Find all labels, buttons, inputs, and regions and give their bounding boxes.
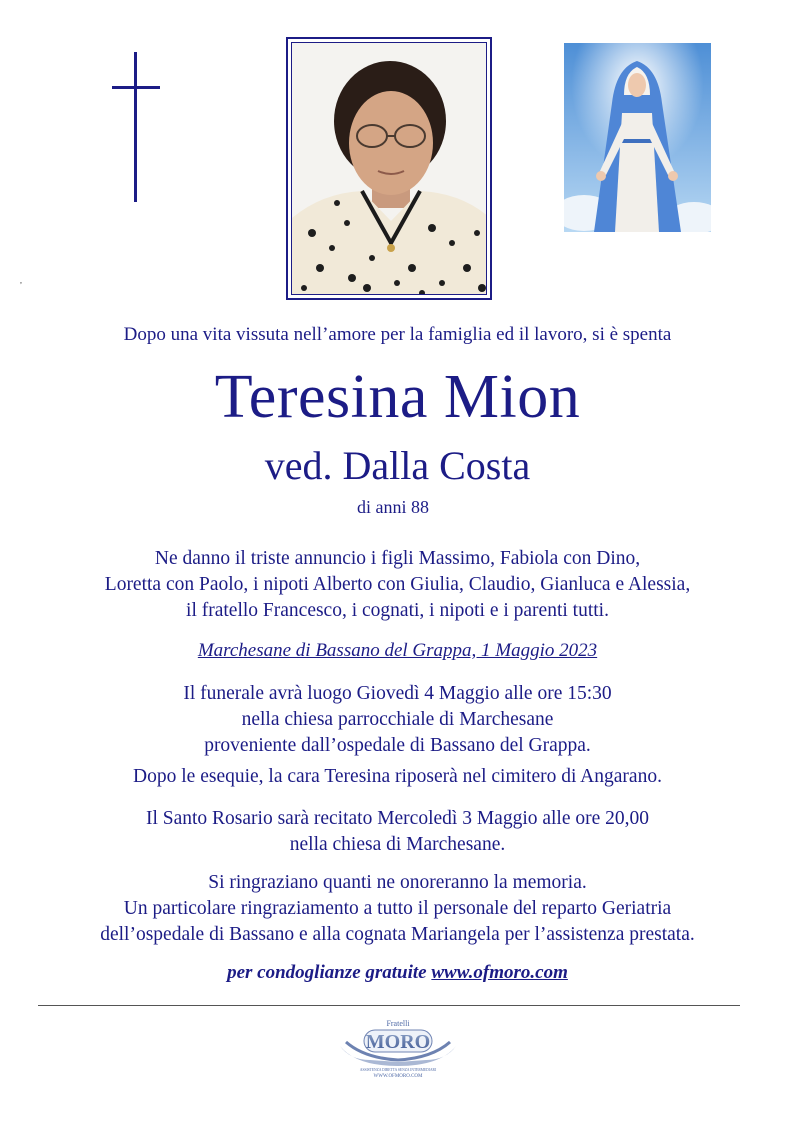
- deceased-age: di anni 88: [357, 497, 429, 517]
- thanks-line: dell’ospedale di Bassano e alla cognata Mariangela per l’assistenza prestata.: [100, 924, 695, 945]
- announcement-line: Loretta con Paolo, i nipoti Alberto con Giulia, Claudio, Gianluca e Alessia,: [104, 574, 691, 595]
- cross-icon-horizontal: [112, 86, 160, 89]
- rosary-line: nella chiesa di Marchesane.: [289, 834, 506, 855]
- funeral-info: [0, 681, 795, 759]
- intro-text: Dopo una vita vissuta nell’amore per la famiglia ed il lavoro, si è spenta: [123, 324, 672, 345]
- thanks-line: Si ringraziano quanti ne onoreranno la memoria.: [208, 872, 587, 893]
- thanks-line: Un particolare ringraziamento a tutto il personale del reparto Geriatria: [123, 898, 672, 919]
- portrait-frame: [286, 37, 492, 300]
- funeral-line: nella chiesa parrocchiale di Marchesane: [241, 709, 554, 730]
- announcement-line: il fratello Francesco, i cognati, i nipoti e i parenti tutti.: [186, 600, 609, 621]
- condolences-text: per condoglianze gratuite: [227, 962, 427, 983]
- funeral-line: proveniente dall’ospedale di Bassano del Grappa.: [204, 735, 591, 756]
- madonna-image: [564, 43, 711, 232]
- announcement-line: Ne danno il triste annuncio i figli Massimo, Fabiola con Dino,: [154, 548, 641, 569]
- logo-tagline: ASSISTENZA DIRETTA SENZA INTERMEDIARI: [359, 1068, 437, 1072]
- rosary-line: Il Santo Rosario sarà recitato Mercoledì 3 Maggio alle ore 20,00: [145, 808, 650, 829]
- place-date-text: Marchesane di Bassano del Grappa, 1 Maggio 2023: [197, 640, 598, 661]
- place-date: [0, 640, 795, 662]
- divider: [38, 1005, 740, 1006]
- thanks: [0, 870, 795, 948]
- portrait-photo: [291, 42, 487, 295]
- deceased-widow-of: ved. Dalla Costa: [264, 443, 531, 488]
- deceased-name: Teresina Mion: [214, 363, 581, 431]
- logo-top-text: Fratelli: [386, 1019, 410, 1028]
- rosary-info: [0, 806, 795, 858]
- cross-icon-vertical: [134, 52, 137, 202]
- condolences-link[interactable]: www.ofmoro.com: [431, 962, 568, 983]
- moro-logo: [336, 1016, 460, 1080]
- logo-name: MORO: [365, 1031, 431, 1053]
- announcement: [0, 546, 795, 624]
- stray-mark: ,: [20, 276, 22, 285]
- logo-web: WWW.OFMORO.COM: [373, 1074, 423, 1079]
- funeral-line: Il funerale avrà luogo Giovedì 4 Maggio alle ore 15:30: [183, 683, 612, 704]
- condolences: [0, 962, 795, 984]
- burial-info: Dopo le esequie, la cara Teresina riposerà nel cimitero di Angarano.: [133, 766, 662, 787]
